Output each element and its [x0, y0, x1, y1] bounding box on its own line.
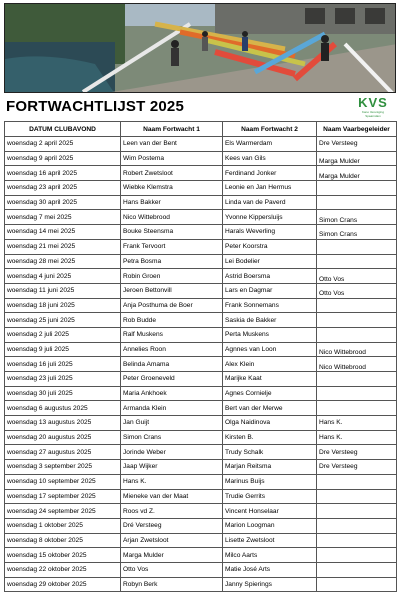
- cell-date: [5, 430, 121, 445]
- date-text: woensdag 16 juli 2025: [7, 360, 73, 368]
- date-text: woensdag 18 juni 2025: [7, 301, 75, 309]
- date-text: woensdag 9 april 2025: [7, 155, 74, 163]
- fortwacht-1-text: Annelies Roon: [123, 345, 166, 353]
- fortwacht-1-text: Wiebke Klemstra: [123, 184, 173, 192]
- cell-date: [5, 577, 121, 592]
- cell-vaarbegeleider: [317, 577, 397, 592]
- cell-fortwacht-1: [121, 474, 223, 489]
- vaarbegeleider-text: Simon Crans: [319, 216, 358, 224]
- cell-vaarbegeleider: [317, 225, 397, 240]
- fortwacht-1-text: Anja Posthuma de Boer: [123, 301, 193, 309]
- table-row: [5, 195, 397, 210]
- cell-fortwacht-1: [121, 518, 223, 533]
- cell-vaarbegeleider: [317, 166, 397, 181]
- cell-date: [5, 181, 121, 196]
- fortwacht-1-text: Arjan Zwetsloot: [123, 536, 169, 544]
- fortwacht-1-text: Belinda Amama: [123, 360, 170, 368]
- fortwacht-2-text: Matie José Arts: [225, 566, 271, 574]
- cell-fortwacht-1: [121, 342, 223, 357]
- cell-vaarbegeleider: [317, 342, 397, 357]
- cell-fortwacht-2: [223, 283, 317, 298]
- cell-fortwacht-2: [223, 269, 317, 284]
- fortwacht-2-text: Alex Klein: [225, 360, 255, 368]
- cell-date: [5, 327, 121, 342]
- table-row: [5, 342, 397, 357]
- cell-fortwacht-2: [223, 533, 317, 548]
- cell-vaarbegeleider: [317, 239, 397, 254]
- table-row: [5, 210, 397, 225]
- table-row: [5, 254, 397, 269]
- table-row: [5, 445, 397, 460]
- cell-fortwacht-2: [223, 342, 317, 357]
- fortwacht-1-text: Frank Tervoort: [123, 243, 166, 251]
- cell-fortwacht-2: [223, 195, 317, 210]
- date-text: woensdag 1 oktober 2025: [7, 522, 83, 530]
- date-text: woensdag 16 april 2025: [7, 169, 78, 177]
- cell-vaarbegeleider: [317, 474, 397, 489]
- cell-vaarbegeleider: [317, 548, 397, 563]
- cell-fortwacht-1: [121, 533, 223, 548]
- table-row: [5, 430, 397, 445]
- cell-fortwacht-2: [223, 548, 317, 563]
- fortwacht-1-text: Roos vd Z.: [123, 507, 155, 515]
- table-row: [5, 283, 397, 298]
- cell-fortwacht-2: [223, 386, 317, 401]
- cell-fortwacht-2: [223, 357, 317, 372]
- fortwacht-1-text: Peter Groeneveld: [123, 375, 175, 383]
- cell-fortwacht-2: [223, 181, 317, 196]
- cell-fortwacht-1: [121, 137, 223, 152]
- cell-date: [5, 386, 121, 401]
- cell-vaarbegeleider: [317, 430, 397, 445]
- cell-date: [5, 445, 121, 460]
- fortwacht-2-text: Leonie en Jan Hermus: [225, 184, 292, 192]
- fortwacht-1-text: Mieneke van der Maat: [123, 492, 189, 500]
- cell-fortwacht-1: [121, 460, 223, 475]
- cell-fortwacht-1: [121, 386, 223, 401]
- cell-date: [5, 504, 121, 519]
- table-row: [5, 489, 397, 504]
- date-text: woensdag 2 juli 2025: [7, 331, 69, 339]
- schedule-table: [4, 121, 397, 592]
- cell-fortwacht-1: [121, 298, 223, 313]
- cell-fortwacht-2: [223, 372, 317, 387]
- cell-date: [5, 342, 121, 357]
- date-text: woensdag 21 mei 2025: [7, 243, 76, 251]
- fortwacht-2-text: Saskia de Bakker: [225, 316, 277, 324]
- cell-date: [5, 225, 121, 240]
- date-text: woensdag 17 september 2025: [7, 492, 96, 500]
- cell-fortwacht-2: [223, 562, 317, 577]
- fortwacht-1-text: Wim Postema: [123, 155, 165, 163]
- cell-date: [5, 518, 121, 533]
- cell-vaarbegeleider: [317, 504, 397, 519]
- cell-fortwacht-1: [121, 269, 223, 284]
- table-row: [5, 151, 397, 166]
- column-header-date: DATUM CLUBAVOND: [5, 122, 121, 137]
- fortwacht-1-text: Hans K.: [123, 478, 147, 486]
- fortwacht-1-text: Petra Bosma: [123, 257, 162, 265]
- date-text: woensdag 23 april 2025: [7, 184, 78, 192]
- table-row: [5, 298, 397, 313]
- date-text: woensdag 27 augustus 2025: [7, 448, 92, 456]
- fortwacht-2-text: Els Warmerdam: [225, 140, 273, 148]
- date-text: woensdag 2 april 2025: [7, 140, 74, 148]
- column-header-vaarbegeleider: Naam Vaarbegeleider: [317, 122, 397, 137]
- cell-vaarbegeleider: [317, 151, 397, 166]
- fortwacht-2-text: Agnes Cornielje: [225, 390, 272, 398]
- cell-vaarbegeleider: [317, 401, 397, 416]
- cell-date: [5, 357, 121, 372]
- cell-fortwacht-2: [223, 416, 317, 431]
- cell-fortwacht-2: [223, 313, 317, 328]
- fortwacht-2-text: Marijke Kaat: [225, 375, 262, 383]
- cell-fortwacht-2: [223, 239, 317, 254]
- fortwacht-2-text: Frank Sonnemans: [225, 301, 279, 309]
- table-row: [5, 269, 397, 284]
- logo-subtext: Kano Vereniging Spaarndam: [361, 110, 385, 118]
- fortwacht-1-text: Robin Groen: [123, 272, 161, 280]
- cell-fortwacht-1: [121, 416, 223, 431]
- cell-date: [5, 548, 121, 563]
- date-text: woensdag 29 oktober 2025: [7, 580, 87, 588]
- cell-vaarbegeleider: [317, 445, 397, 460]
- cell-date: [5, 137, 121, 152]
- cell-fortwacht-2: [223, 518, 317, 533]
- fortwacht-1-text: Jaap Wijker: [123, 463, 158, 471]
- cell-date: [5, 239, 121, 254]
- cell-fortwacht-1: [121, 430, 223, 445]
- table-row: [5, 577, 397, 592]
- cell-date: [5, 562, 121, 577]
- table-row: [5, 386, 397, 401]
- cell-fortwacht-1: [121, 225, 223, 240]
- cell-date: [5, 298, 121, 313]
- cell-date: [5, 372, 121, 387]
- cell-fortwacht-1: [121, 548, 223, 563]
- cell-date: [5, 210, 121, 225]
- cell-fortwacht-2: [223, 254, 317, 269]
- table-row: [5, 181, 397, 196]
- fortwacht-2-text: Ferdinand Jonker: [225, 169, 277, 177]
- vaarbegeleider-text: Hans K.: [319, 434, 343, 442]
- date-text: woensdag 20 augustus 2025: [7, 434, 92, 442]
- date-text: woensdag 30 april 2025: [7, 199, 78, 207]
- table-row: [5, 416, 397, 431]
- fortwacht-2-text: Janny Spierings: [225, 580, 272, 588]
- fortwacht-1-text: Armanda Klein: [123, 404, 167, 412]
- fortwacht-1-text: Rob Budde: [123, 316, 156, 324]
- cell-date: [5, 416, 121, 431]
- cell-fortwacht-1: [121, 210, 223, 225]
- table-row: [5, 372, 397, 387]
- cell-fortwacht-2: [223, 445, 317, 460]
- fortwacht-2-text: Yvonne Kippersluijs: [225, 213, 283, 221]
- cell-fortwacht-1: [121, 489, 223, 504]
- cell-date: [5, 313, 121, 328]
- cell-fortwacht-2: [223, 460, 317, 475]
- vaarbegeleider-text: Otto Vos: [319, 290, 345, 298]
- table-row: [5, 137, 397, 152]
- cell-fortwacht-2: [223, 151, 317, 166]
- cell-fortwacht-2: [223, 225, 317, 240]
- cell-vaarbegeleider: [317, 562, 397, 577]
- cell-fortwacht-2: [223, 474, 317, 489]
- cell-fortwacht-1: [121, 254, 223, 269]
- cell-date: [5, 269, 121, 284]
- cell-vaarbegeleider: [317, 210, 397, 225]
- fortwacht-2-text: Lars en Dagmar: [225, 287, 273, 295]
- cell-vaarbegeleider: [317, 181, 397, 196]
- cell-fortwacht-1: [121, 445, 223, 460]
- date-text: woensdag 28 mei 2025: [7, 257, 76, 265]
- fortwacht-1-text: Marga Mulder: [123, 551, 164, 559]
- cell-date: [5, 474, 121, 489]
- fortwacht-2-text: Vincent Honselaar: [225, 507, 279, 515]
- fortwacht-1-text: Jorinde Weber: [123, 448, 166, 456]
- table-row: [5, 313, 397, 328]
- date-text: woensdag 22 oktober 2025: [7, 566, 87, 574]
- cell-date: [5, 283, 121, 298]
- cell-vaarbegeleider: [317, 283, 397, 298]
- table-row: [5, 548, 397, 563]
- cell-fortwacht-1: [121, 372, 223, 387]
- fortwacht-2-text: Milco Aarts: [225, 551, 258, 559]
- date-text: woensdag 13 augustus 2025: [7, 419, 92, 427]
- fortwacht-2-text: Perta Muskens: [225, 331, 269, 339]
- cell-fortwacht-2: [223, 210, 317, 225]
- table-row: [5, 401, 397, 416]
- table-row: [5, 460, 397, 475]
- fortwacht-2-text: Harals Weverling: [225, 228, 276, 236]
- cell-fortwacht-1: [121, 239, 223, 254]
- date-text: woensdag 8 oktober 2025: [7, 536, 83, 544]
- cell-fortwacht-2: [223, 430, 317, 445]
- fortwacht-2-text: Lei Bodelier: [225, 257, 260, 265]
- date-text: woensdag 24 september 2025: [7, 507, 96, 515]
- fortwacht-2-text: Bert van der Merwe: [225, 404, 283, 412]
- cell-vaarbegeleider: [317, 518, 397, 533]
- vaarbegeleider-text: Hans K.: [319, 419, 343, 427]
- vaarbegeleider-text: Marga Mulder: [319, 158, 360, 166]
- logo-text: KVS: [358, 95, 388, 110]
- cell-vaarbegeleider: [317, 195, 397, 210]
- cell-fortwacht-2: [223, 137, 317, 152]
- column-header-fortwacht-2: Naam Fortwacht 2: [223, 122, 317, 137]
- cell-fortwacht-1: [121, 283, 223, 298]
- table-row: [5, 225, 397, 240]
- fortwacht-1-text: Otto Vos: [123, 566, 149, 574]
- cell-fortwacht-1: [121, 327, 223, 342]
- fortwacht-1-text: Robert Zwetsloot: [123, 169, 173, 177]
- cell-vaarbegeleider: [317, 460, 397, 475]
- cell-fortwacht-1: [121, 195, 223, 210]
- cell-date: [5, 533, 121, 548]
- cell-vaarbegeleider: [317, 533, 397, 548]
- page-header: [4, 95, 396, 119]
- cell-date: [5, 195, 121, 210]
- fortwacht-2-text: Linda van de Paverd: [225, 199, 286, 207]
- cell-fortwacht-1: [121, 181, 223, 196]
- cell-vaarbegeleider: [317, 386, 397, 401]
- fortwacht-2-text: Astrid Boersma: [225, 272, 271, 280]
- fortwacht-1-text: Jan Guijt: [123, 419, 150, 427]
- vaarbegeleider-text: Simon Crans: [319, 231, 358, 239]
- table-row: [5, 474, 397, 489]
- cell-date: [5, 401, 121, 416]
- cell-fortwacht-1: [121, 166, 223, 181]
- fortwacht-2-text: Agnnes van Loon: [225, 345, 277, 353]
- date-text: woensdag 25 juni 2025: [7, 316, 75, 324]
- fortwacht-1-text: Nico Wittebrood: [123, 213, 170, 221]
- fortwacht-2-text: Marjan Reitsma: [225, 463, 272, 471]
- cell-fortwacht-2: [223, 298, 317, 313]
- table-row: [5, 166, 397, 181]
- cell-fortwacht-2: [223, 504, 317, 519]
- cell-date: [5, 489, 121, 504]
- fortwacht-1-text: Hans Bakker: [123, 199, 161, 207]
- fortwacht-1-text: Ralf Muskens: [123, 331, 163, 339]
- date-text: woensdag 6 augustus 2025: [7, 404, 88, 412]
- fortwacht-2-text: Trudy Schalk: [225, 448, 264, 456]
- vaarbegeleider-text: Otto Vos: [319, 275, 345, 283]
- cell-fortwacht-2: [223, 489, 317, 504]
- fortwacht-2-text: Marinus Buijs: [225, 478, 265, 486]
- cell-fortwacht-1: [121, 577, 223, 592]
- cell-date: [5, 254, 121, 269]
- fortwacht-2-text: Kees van Gils: [225, 155, 266, 163]
- date-text: woensdag 23 juli 2025: [7, 375, 73, 383]
- date-text: woensdag 4 juni 2025: [7, 272, 72, 280]
- column-header-fortwacht-1: Naam Fortwacht 1: [121, 122, 223, 137]
- date-text: woensdag 30 juli 2025: [7, 390, 73, 398]
- vaarbegeleider-text: Dre Versteeg: [319, 140, 358, 148]
- cell-fortwacht-1: [121, 357, 223, 372]
- fortwacht-2-text: Kirsten B.: [225, 434, 254, 442]
- kayak-photo: [4, 3, 396, 93]
- cell-vaarbegeleider: [317, 313, 397, 328]
- cell-vaarbegeleider: [317, 327, 397, 342]
- table-header-row: [5, 122, 397, 137]
- date-text: woensdag 11 juni 2025: [7, 287, 75, 295]
- table-row: [5, 239, 397, 254]
- table-row: [5, 327, 397, 342]
- fortwacht-1-text: Robyn Berk: [123, 580, 158, 588]
- date-text: woensdag 3 september 2025: [7, 463, 93, 471]
- fortwacht-2-text: Olga Naidinova: [225, 419, 271, 427]
- table-row: [5, 518, 397, 533]
- date-text: woensdag 15 oktober 2025: [7, 551, 87, 559]
- cell-vaarbegeleider: [317, 269, 397, 284]
- cell-fortwacht-2: [223, 327, 317, 342]
- fortwacht-1-text: Jeroen Bettonvill: [123, 287, 172, 295]
- fortwacht-2-text: Peter Koorstra: [225, 243, 268, 251]
- cell-fortwacht-1: [121, 504, 223, 519]
- fortwacht-2-text: Marion Loogman: [225, 522, 275, 530]
- fortwacht-2-text: Lisette Zwetsloot: [225, 536, 275, 544]
- cell-fortwacht-1: [121, 562, 223, 577]
- cell-vaarbegeleider: [317, 137, 397, 152]
- fortwacht-1-text: Simon Crans: [123, 434, 162, 442]
- table-row: [5, 533, 397, 548]
- cell-fortwacht-1: [121, 313, 223, 328]
- cell-fortwacht-1: [121, 401, 223, 416]
- table-row: [5, 357, 397, 372]
- cell-vaarbegeleider: [317, 416, 397, 431]
- cell-vaarbegeleider: [317, 298, 397, 313]
- cell-vaarbegeleider: [317, 372, 397, 387]
- fortwacht-1-text: Maria Ankhoek: [123, 390, 167, 398]
- fortwacht-1-text: Leen van der Bent: [123, 140, 177, 148]
- date-text: woensdag 10 september 2025: [7, 478, 96, 486]
- date-text: woensdag 9 juli 2025: [7, 345, 69, 353]
- page-title: FORTWACHTLIJST 2025: [6, 98, 184, 115]
- date-text: woensdag 14 mei 2025: [7, 228, 76, 236]
- fortwacht-1-text: Dré Versteeg: [123, 522, 162, 530]
- table-row: [5, 562, 397, 577]
- date-text: woensdag 7 mei 2025: [7, 213, 72, 221]
- table-row: [5, 504, 397, 519]
- cell-fortwacht-2: [223, 401, 317, 416]
- vaarbegeleider-text: Nico Wittebrood: [319, 348, 366, 356]
- vaarbegeleider-text: Marga Mulder: [319, 172, 360, 180]
- cell-fortwacht-2: [223, 577, 317, 592]
- cell-fortwacht-1: [121, 151, 223, 166]
- vaarbegeleider-text: Dre Versteeg: [319, 463, 358, 471]
- cell-vaarbegeleider: [317, 357, 397, 372]
- cell-fortwacht-2: [223, 166, 317, 181]
- cell-date: [5, 151, 121, 166]
- fortwacht-1-text: Bouke Steensma: [123, 228, 174, 236]
- fortwacht-2-text: Trudie Gerrits: [225, 492, 266, 500]
- cell-vaarbegeleider: [317, 489, 397, 504]
- cell-date: [5, 166, 121, 181]
- vaarbegeleider-text: Dre Versteeg: [319, 448, 358, 456]
- vaarbegeleider-text: Nico Wittebrood: [319, 363, 366, 371]
- cell-vaarbegeleider: [317, 254, 397, 269]
- cell-date: [5, 460, 121, 475]
- kvs-logo: [354, 95, 392, 117]
